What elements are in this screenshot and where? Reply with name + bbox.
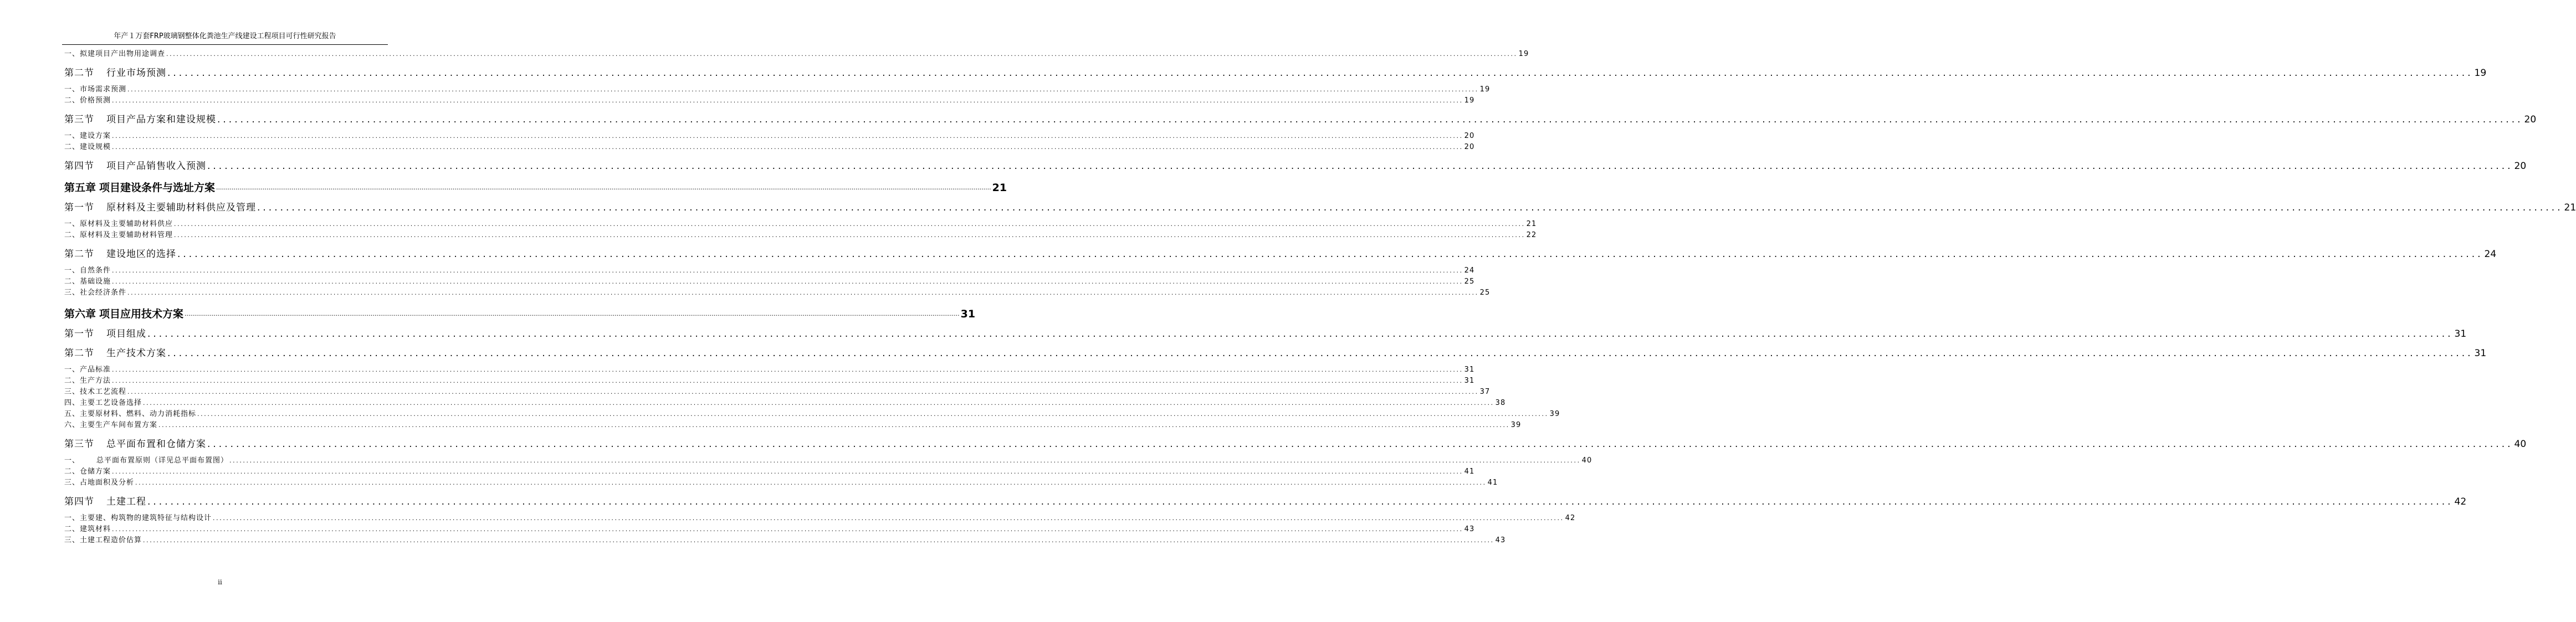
toc-entry-text: 建设地区的选择 <box>106 249 176 260</box>
toc-entry-text: 主要建、构筑物的建筑特征与结构设计 <box>80 514 212 522</box>
toc-page-number: 31 <box>2454 328 2467 340</box>
toc-dot-leader: ................................................................................................................................................................................................................................................................................................................................................................................................................ <box>217 114 2523 125</box>
toc-entry-title <box>64 219 173 230</box>
toc-entry[interactable] <box>64 477 1498 489</box>
toc-dot-leader: ................................................................................................................................................................................................................................................................................................................................................................................................................ <box>112 278 1463 285</box>
toc-page-number: 42 <box>2454 496 2467 507</box>
toc-dot-leader: ................................................................................................................................................................................................................................................................................................................................................................................................................ <box>112 267 1463 274</box>
toc-entry[interactable] <box>64 328 2467 340</box>
toc-page-number: 20 <box>1464 143 1475 151</box>
toc-entry-text: 项目产品销售收入预测 <box>106 161 206 172</box>
toc-entry[interactable] <box>64 376 1475 387</box>
toc-dot-leader: ................................................................................................................................................................................................................................................................................................................................................................................................................ <box>127 289 1479 296</box>
toc-entry-number: 第二节 <box>64 249 94 260</box>
toc-entry-title <box>64 420 157 431</box>
toc-entry-title <box>64 230 173 241</box>
toc-entry[interactable] <box>64 67 2487 79</box>
toc-dot-leader: ................................................................................................................................................................................................................................................................................................................................................................................................................ <box>112 468 1463 475</box>
table-of-contents <box>64 49 2576 546</box>
toc-entry-title <box>64 287 126 299</box>
toc-entry-number: 一、 <box>64 266 80 275</box>
toc-entry[interactable] <box>64 114 2537 126</box>
toc-entry-title <box>64 398 142 409</box>
page-header: 年产１万套FRP玻璃钢整体化粪池生产线建设工程项目可行性研究报告 <box>114 32 336 40</box>
toc-entry-number: 三、 <box>64 479 80 487</box>
toc-dot-leader: ................................................................................................................................................................................................................................................................................................................................................................................................................ <box>207 161 2513 172</box>
toc-page-number: 20 <box>2524 114 2537 125</box>
toc-entry-text: 生产技术方案 <box>106 348 166 359</box>
toc-entry-number: 二、 <box>64 277 80 286</box>
toc-page-number: 41 <box>1487 479 1498 487</box>
toc-dot-leader: ................................................................................................................................................................................................................................................................................................................................................................................................................ <box>112 377 1463 384</box>
toc-entry-number: 一、 <box>64 50 80 58</box>
toc-entry-text: 行业市场预测 <box>106 68 166 79</box>
toc-entry[interactable] <box>64 95 1475 106</box>
toc-dot-leader: ................................................................................................................................................................................................................................................................................................................................................................................................................ <box>174 220 1525 228</box>
toc-dot-leader: ................................................................................................................................................................................................................................................................................................................................................................................................................ <box>207 439 2513 450</box>
toc-entry-text: 原材料及主要辅助材料供应及管理 <box>106 202 256 213</box>
toc-dot-leader: ................................................................................................................................................................................................................................................................................................................................................................................................................ <box>112 143 1463 151</box>
toc-page-number: 31 <box>1464 366 1475 374</box>
toc-entry[interactable] <box>64 287 1491 299</box>
toc-dot-leader: ................................................................................................................................................................................................................................................................................................................................................................................................................ <box>197 410 1549 418</box>
toc-page-number: 21 <box>1526 220 1537 228</box>
toc-entry[interactable] <box>64 420 1522 431</box>
toc-entry-number: 第四节 <box>64 496 94 507</box>
toc-entry-title <box>64 276 111 287</box>
toc-entry-title <box>64 438 206 450</box>
toc-entry[interactable] <box>64 398 1506 409</box>
toc-entry-number: 六、 <box>64 421 80 429</box>
toc-entry-text: 仓储方案 <box>80 467 111 476</box>
toc-entry-text: 生产方法 <box>80 377 111 385</box>
toc-entry-number: 第一节 <box>64 202 94 213</box>
toc-dot-leader: ................................................................................................................................................................................................................................................................................................................................................................................................................ <box>112 526 1463 533</box>
toc-page-number: 19 <box>1518 50 1529 58</box>
toc-page-number: 40 <box>1581 456 1592 465</box>
toc-entry-title <box>64 477 134 489</box>
toc-entry-number: 二、 <box>64 467 80 476</box>
toc-page-number: 39 <box>1510 421 1522 429</box>
toc-entry-text: 土建工程造价估算 <box>80 536 142 544</box>
toc-entry-title <box>64 67 166 79</box>
toc-entry[interactable] <box>64 455 1592 466</box>
toc-entry-title <box>64 387 126 398</box>
toc-entry-title <box>64 364 111 376</box>
toc-entry[interactable] <box>64 347 2487 359</box>
toc-entry-number: 一、 <box>64 514 80 522</box>
toc-entry-text: 建设方案 <box>80 132 111 140</box>
toc-entry[interactable] <box>64 276 1475 287</box>
toc-entry-title <box>64 307 183 321</box>
toc-entry[interactable] <box>64 307 976 321</box>
toc-entry-title <box>64 466 111 477</box>
toc-entry-text: 原材料及主要辅助材料管理 <box>80 231 173 239</box>
toc-entry[interactable] <box>64 230 1537 241</box>
toc-page-number: 25 <box>1479 289 1491 297</box>
toc-entry[interactable] <box>64 535 1506 546</box>
toc-page-number: 43 <box>1464 525 1475 533</box>
toc-dot-leader: ................................................................................................................................................................................................................................................................................................................................................................................................................ <box>147 328 2454 340</box>
toc-dot-leader: ................................................................................................................................................................................................................................................................................................................................................................................................................ <box>112 97 1463 104</box>
toc-entry-text: 自然条件 <box>80 266 111 275</box>
toc-entry[interactable] <box>64 387 1491 398</box>
toc-page-number: 37 <box>1479 388 1491 396</box>
toc-dot-leader: ................................................................................................................................................................................................................................................................................................................................................................................................................ <box>167 68 2473 79</box>
toc-entry-title <box>64 524 111 535</box>
toc-dot-leader: ................................................................................................................................................................................................................................................................................................................................................................................................................ <box>143 399 1494 407</box>
toc-entry-title <box>64 513 212 524</box>
toc-entry-text: 建筑材料 <box>80 525 111 533</box>
toc-entry-text: 土建工程 <box>106 496 146 507</box>
toc-entry-text: 基础设施 <box>80 277 111 286</box>
toc-entry-title <box>64 328 146 340</box>
toc-entry-title <box>64 248 176 260</box>
toc-dot-leader: ................................................................................................................................................................................................................................................................................................................................................................................................................ <box>167 348 2473 359</box>
toc-entry-title <box>64 535 142 546</box>
header-rule <box>62 44 388 45</box>
toc-entry-text: 主要工艺设备选择 <box>80 399 142 407</box>
toc-entry-title <box>64 114 216 126</box>
toc-entry[interactable] <box>64 513 1576 524</box>
toc-entry-number: 二、 <box>64 231 80 239</box>
toc-dot-leader: ................................................................................................................................................................................................................................................................................................................................................................................................................ <box>112 366 1463 373</box>
toc-dot-leader: ................................................................................................................................................................................................................................................................................................................................................................................................................ <box>127 388 1479 395</box>
toc-entry-number: 第五章 <box>64 182 96 194</box>
toc-page-number: 24 <box>2484 249 2497 260</box>
toc-entry-text: 原材料及主要辅助材料供应 <box>80 220 173 228</box>
toc-page-number: 24 <box>1464 266 1475 275</box>
toc-entry[interactable] <box>64 84 1491 95</box>
toc-entry-text: 建设规模 <box>80 143 111 151</box>
toc-entry-number: 三、 <box>64 536 80 544</box>
toc-entry-text: 价格预测 <box>80 96 111 105</box>
toc-entry-text: 占地面积及分析 <box>80 479 135 487</box>
toc-entry[interactable] <box>64 131 1475 142</box>
toc-entry-text: 拟建项目产出物用途调查 <box>80 50 166 58</box>
page-number: ii <box>218 578 222 586</box>
toc-entry-text: 主要原材料、燃料、动力消耗指标 <box>80 410 197 418</box>
toc-page-number: 31 <box>1464 377 1475 385</box>
toc-entry-number: 四、 <box>64 399 80 407</box>
toc-entry[interactable] <box>64 181 1007 194</box>
toc-entry-text: 技术工艺流程 <box>80 388 127 396</box>
toc-entry[interactable] <box>64 265 1475 276</box>
toc-entry[interactable] <box>64 219 1537 230</box>
toc-entry[interactable] <box>64 524 1475 535</box>
toc-entry-title <box>64 347 166 359</box>
toc-entry-title <box>64 455 228 466</box>
toc-entry-number: 二、 <box>64 377 80 385</box>
toc-dot-leader: ................................................................................................................................................................................................................................................................................................................................................................................................................ <box>158 421 1510 429</box>
toc-page-number: 43 <box>1495 536 1506 544</box>
toc-entry-title <box>64 142 111 153</box>
toc-entry-number: 二、 <box>64 143 80 151</box>
toc-page-number: 38 <box>1495 399 1506 407</box>
toc-entry[interactable] <box>64 364 1475 376</box>
toc-dot-leader: ................................................................................................................................................................................................................................................................................................................................................................................................................ <box>257 202 2563 213</box>
toc-entry-number: 一、 <box>64 456 80 465</box>
toc-entry[interactable] <box>64 409 1560 420</box>
toc-page-number: 19 <box>1479 85 1491 94</box>
toc-entry-title <box>64 160 206 172</box>
toc-dot-leader: ................................................................................................................................................................................................................................................................................................................................................................................................................ <box>147 496 2454 507</box>
toc-entry[interactable] <box>64 496 2467 508</box>
toc-page-number: 42 <box>1565 514 1576 522</box>
toc-entry-title <box>64 496 146 508</box>
toc-dot-leader: ................................................................................................................................................................................................................................................................................................................................................................................................................ <box>127 86 1479 93</box>
toc-page-number: 21 <box>2564 202 2576 213</box>
toc-page-number: 31 <box>960 308 976 320</box>
toc-page-number: 21 <box>992 182 1007 194</box>
toc-entry-number: 二、 <box>64 525 80 533</box>
toc-entry-title <box>64 49 165 60</box>
toc-dot-leader: ................................................................................................................................................................................................................................................................................................................................................................................................................ <box>166 50 1518 58</box>
toc-entry-number: 第二节 <box>64 348 94 359</box>
toc-entry[interactable] <box>64 202 2576 214</box>
toc-dot-leader: ................................................................................................................................................................................................................................................................................................................................................................................................................ <box>135 479 1487 486</box>
toc-entry-number: 第三节 <box>64 114 94 125</box>
toc-entry-number: 五、 <box>64 410 80 418</box>
toc-page-number: 19 <box>2474 68 2487 79</box>
toc-entry-number: 三、 <box>64 388 80 396</box>
toc-page-number: 31 <box>2474 348 2487 359</box>
toc-entry-text: 社会经济条件 <box>80 289 127 297</box>
toc-page-number: 40 <box>2514 439 2527 450</box>
toc-entry[interactable] <box>64 142 1475 153</box>
toc-dot-leader: ................................................................................................................................................................................................................................................................................................................................................................................................................ <box>177 249 2483 260</box>
toc-entry-number: 二、 <box>64 96 80 105</box>
toc-entry-number: 第二节 <box>64 68 94 79</box>
toc-page-number: 20 <box>1464 132 1475 140</box>
toc-entry-title <box>64 131 111 142</box>
toc-entry-text: 项目应用技术方案 <box>99 308 184 320</box>
toc-dot-leader: ................................................................................................................................................................................................................................................................................................................................................................................................................ <box>213 515 1564 522</box>
toc-entry-title <box>64 409 196 420</box>
toc-entry[interactable] <box>64 466 1475 477</box>
toc-entry-text: 项目产品方案和建设规模 <box>106 114 216 125</box>
toc-entry-number: 第六章 <box>64 308 96 320</box>
toc-dot-leader: ................................................................................................................................................................................................................................................................................................................................................................................................................ <box>229 457 1581 464</box>
toc-entry-text: 总平面布置和仓储方案 <box>106 439 206 450</box>
toc-entry-text: 产品标准 <box>80 366 111 374</box>
toc-entry-number: 第四节 <box>64 161 94 172</box>
toc-dot-leader: ................................................................................................................................................................................................................................................................................................................................................................................................................ <box>112 132 1463 140</box>
toc-entry-number: 一、 <box>64 85 80 94</box>
toc-entry-number: 一、 <box>64 132 80 140</box>
toc-entry-title <box>64 265 111 276</box>
toc-dot-leader: ................................................................................................................................................................................................................................................................................................................................................................................................................ <box>185 310 960 317</box>
toc-entry-text: 市场需求预测 <box>80 85 127 94</box>
toc-entry-text: 项目建设条件与选址方案 <box>99 182 216 194</box>
toc-page-number: 41 <box>1464 467 1475 476</box>
toc-entry[interactable] <box>64 248 2497 260</box>
toc-entry[interactable] <box>64 438 2527 450</box>
toc-dot-leader: ................................................................................................................................................................................................................................................................................................................................................................................................................ <box>216 184 991 191</box>
toc-page-number: 39 <box>1549 410 1560 418</box>
toc-page-number: 20 <box>2514 161 2527 172</box>
toc-entry-text: 主要生产车间布置方案 <box>80 421 158 429</box>
toc-page-number: 19 <box>1464 96 1475 105</box>
toc-page-number: 22 <box>1526 231 1537 239</box>
toc-dot-leader: ................................................................................................................................................................................................................................................................................................................................................................................................................ <box>143 537 1494 544</box>
toc-entry-title <box>64 84 126 95</box>
toc-entry-title <box>64 95 111 106</box>
toc-entry-title <box>64 376 111 387</box>
toc-entry-title <box>64 202 256 214</box>
toc-entry-number: 三、 <box>64 289 80 297</box>
toc-entry[interactable] <box>64 160 2527 172</box>
toc-entry-number: 第三节 <box>64 439 94 450</box>
toc-entry[interactable] <box>64 49 1529 60</box>
toc-entry-text: 项目组成 <box>106 328 146 340</box>
toc-entry-number: 第一节 <box>64 328 94 340</box>
toc-page-number: 25 <box>1464 277 1475 286</box>
toc-entry-title <box>64 181 215 194</box>
toc-entry-text: 总平面布置原则（详见总平面布置图） <box>96 456 229 465</box>
toc-dot-leader: ................................................................................................................................................................................................................................................................................................................................................................................................................ <box>174 232 1525 239</box>
toc-entry-number: 一、 <box>64 366 80 374</box>
toc-entry-number: 一、 <box>64 220 80 228</box>
